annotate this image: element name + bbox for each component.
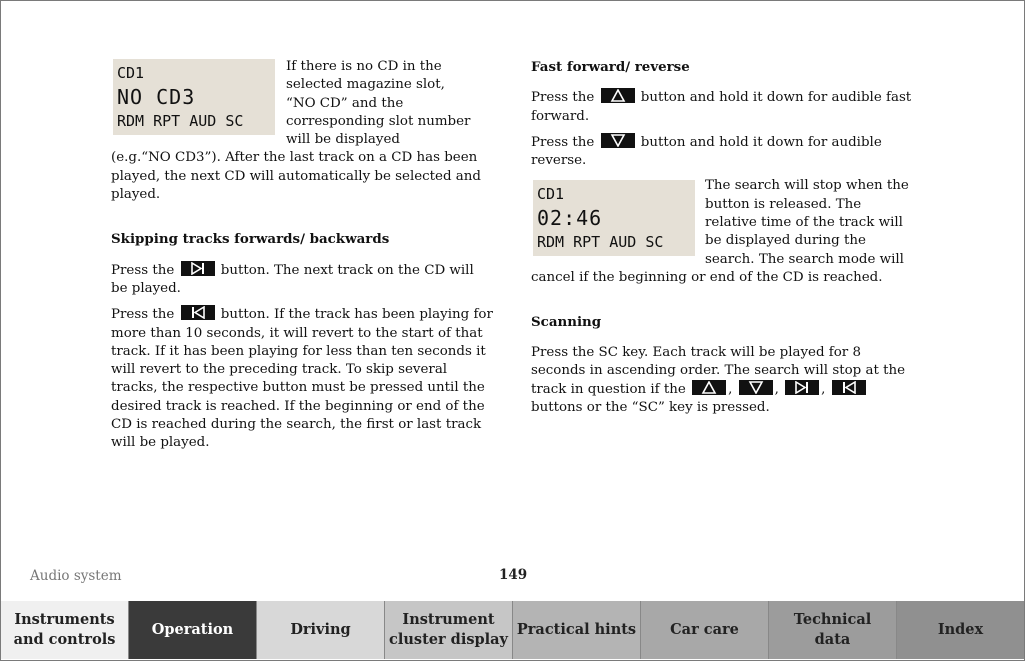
scan-separator-2: , <box>774 382 779 398</box>
scan-next-track-icon <box>785 380 819 395</box>
ff-text-a: Press the <box>531 90 595 106</box>
scanning-paragraph <box>531 344 915 418</box>
intro-text: If there is no CD in the selected magazine slot, “NO CD” and the corresponding slot number will be displayed <box>286 59 471 148</box>
lcd-line-1: CD1 <box>117 64 145 82</box>
previous-track-button-icon <box>181 305 215 320</box>
right-column <box>531 58 915 425</box>
tab-label: Technical data <box>793 611 872 648</box>
up-arrow-button-icon <box>601 88 635 103</box>
tab-practical-hints[interactable] <box>513 601 641 659</box>
skip-prev-text-b: button. If the track has been playing for more than 10 seconds, it will revert to the start of that track. If it has been playing for less than ten seconds it will revert to the preceding track. To skip several tracks, the respective button must be pressed until the desired track is reached. If the beginning or end of the CD is reached during the search, the first or last track will be played. <box>111 307 493 451</box>
next-track-button-icon <box>181 261 215 276</box>
scan-text-b: buttons or the “SC” key is pressed. <box>531 400 770 416</box>
tab-operation[interactable] <box>129 601 257 659</box>
lcd-time-line-2: 02:46 <box>537 206 603 231</box>
tab-instrument-cluster-display[interactable] <box>385 601 513 659</box>
ff-text-b: button and hold it down for audible fast forward. <box>531 90 912 124</box>
rev-text-a: Press the <box>531 134 595 150</box>
skip-next-text-a: Press the <box>111 262 175 278</box>
lcd-display-no-cd <box>113 59 275 135</box>
scanning-heading: Scanning <box>531 314 602 331</box>
skip-next-text-b: button. The next track on the CD will be played. <box>111 262 474 296</box>
rev-text-b: button and hold it down for audible reverse. <box>531 134 882 169</box>
lcd-line-3: RDM RPT AUD SC <box>117 112 244 130</box>
skip-next-paragraph <box>111 261 493 299</box>
fast-forward-paragraph <box>531 88 915 126</box>
scan-down-arrow-icon <box>739 380 773 395</box>
reverse-paragraph <box>531 133 915 171</box>
tab-index[interactable] <box>897 601 1024 659</box>
lcd-time-line-1: CD1 <box>537 185 565 204</box>
tab-label: Instrument cluster display <box>389 611 508 648</box>
lcd-time-line-3: RDM RPT AUD SC <box>537 233 664 252</box>
lcd-line-2: NO CD3 <box>117 85 196 109</box>
scan-up-arrow-icon <box>692 380 726 395</box>
tab-technical-data[interactable] <box>769 601 897 659</box>
tab-label: Practical hints <box>516 621 637 638</box>
skip-prev-text-a: Press the <box>111 307 175 323</box>
tab-driving[interactable] <box>257 601 385 659</box>
tab-label: Driving <box>290 621 351 638</box>
tab-label: Instruments and controls <box>13 611 116 648</box>
page-number: 149 <box>499 567 528 583</box>
tab-label: Car care <box>670 621 739 638</box>
tab-car-care[interactable] <box>641 601 769 659</box>
down-arrow-button-icon <box>601 133 635 148</box>
fast-forward-heading: Fast forward/ reverse <box>531 59 690 75</box>
tab-label: Index <box>937 621 984 638</box>
scan-separator-1: , <box>728 382 733 398</box>
footer-section-title: Audio system <box>30 568 122 584</box>
chapter-navigation <box>1 601 1024 659</box>
search-text: The search will stop when the button is released. The relative time of the track will be displayed during the search. The search mode will cancel if the beginning or end of the CD is reached. <box>531 178 909 285</box>
scan-text-a: Press the SC key. Each track will be played for 8 seconds in ascending order. The search will stop at the track in question if the <box>531 344 906 398</box>
scan-separator-3: , <box>821 382 826 398</box>
tab-label: Operation <box>151 621 234 638</box>
skip-prev-paragraph <box>111 305 493 452</box>
left-column <box>111 58 493 460</box>
intro-text-continued: (e.g.“NO CD3”). After the last track on a CD has been played, the next CD will automatically be selected and played. <box>111 150 481 203</box>
tab-instruments-and-controls[interactable] <box>1 601 129 659</box>
scan-previous-track-icon <box>832 380 866 395</box>
lcd-display-time <box>533 180 695 256</box>
skip-heading: Skipping tracks forwards/ backwards <box>111 231 390 248</box>
